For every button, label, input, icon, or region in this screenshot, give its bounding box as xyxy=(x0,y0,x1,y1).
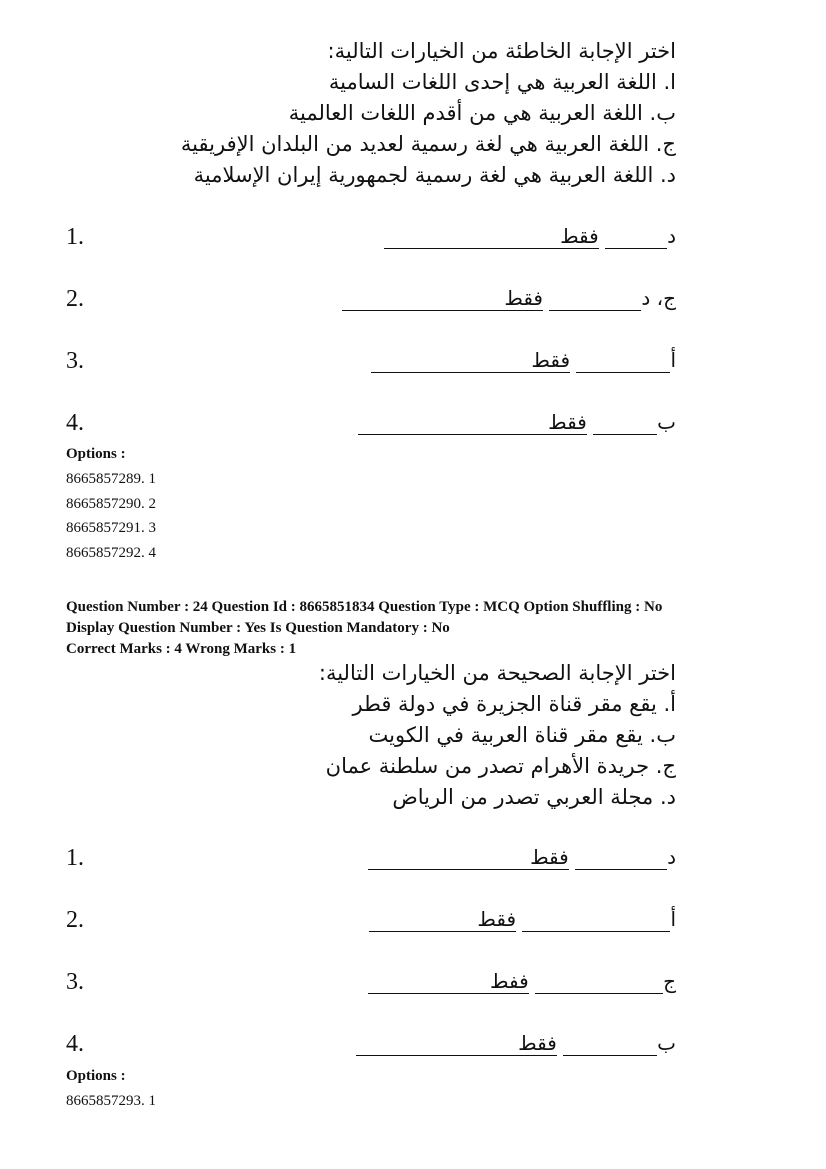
option-item: 8665857291. 3 xyxy=(66,520,156,536)
answer-text: ب فقط xyxy=(356,1031,676,1056)
q23-statement-1: ا. اللغة العربية هي إحدى اللغات السامية xyxy=(328,70,676,94)
q23-prompt: اختر الإجابة الخاطئة من الخيارات التالية: xyxy=(327,39,676,63)
q24-options xyxy=(66,1068,156,1114)
options-label: Options : xyxy=(66,446,126,462)
q24-statement-4: د. مجلة العربي تصدر من الرياض xyxy=(392,785,676,809)
question-meta-line-1: Question Number : 24 Question Id : 8665851834 Question Type : MCQ Option Shuffling : No xyxy=(66,599,663,615)
q23-statement-4: د. اللغة العربية هي لغة رسمية لجمهورية إيران الإسلامية xyxy=(193,163,676,187)
answer-text: ج ففط xyxy=(368,969,676,994)
option-item: 8665857290. 2 xyxy=(66,495,156,512)
answer-text: د فقط xyxy=(384,224,676,249)
q23-statement-block xyxy=(156,36,676,191)
q24-answer-row-3 xyxy=(0,969,826,1009)
answer-number: 4. xyxy=(66,1031,84,1057)
q23-answer-row-4 xyxy=(0,410,826,450)
q24-prompt: اختر الإجابة الصحيحة من الخيارات التالية: xyxy=(318,661,676,685)
q23-options xyxy=(66,446,156,565)
answer-number: 2. xyxy=(66,907,84,933)
answer-text: أ فقط xyxy=(371,348,676,373)
q24-statement-3: ج. جريدة الأهرام تصدر من سلطنة عمان xyxy=(325,754,676,778)
q24-meta xyxy=(66,597,662,660)
answer-number: 4. xyxy=(66,410,84,436)
answer-text: ب فقط xyxy=(358,410,676,435)
options-label: Options : xyxy=(66,1068,126,1084)
question-marks: Correct Marks : 4 Wrong Marks : 1 xyxy=(66,641,297,657)
answer-text: ج، د فقط xyxy=(342,286,676,311)
answer-number: 2. xyxy=(66,286,84,312)
option-item: 8665857289. 1 xyxy=(66,471,156,487)
answer-text: د فقط xyxy=(368,845,676,870)
q23-answer-row-3 xyxy=(0,348,826,388)
q23-statement-3: ج. اللغة العربية هي لغة رسمية لعديد من البلدان الإفريقية xyxy=(180,132,676,156)
answer-number: 3. xyxy=(66,348,84,374)
answer-number: 1. xyxy=(66,845,84,871)
q24-statement-1: أ. يقع مقر قناة الجزيرة في دولة قطر xyxy=(352,692,676,716)
option-item: 8665857292. 4 xyxy=(66,544,156,561)
q24-statement-block xyxy=(156,658,676,813)
q23-answer-row-2 xyxy=(0,286,826,326)
q23-answer-row-1 xyxy=(0,224,826,264)
q24-answer-row-4 xyxy=(0,1031,826,1071)
q24-statement-2: ب. يقع مقر قناة العربية في الكويت xyxy=(368,723,676,747)
answer-number: 3. xyxy=(66,969,84,995)
option-item: 8665857293. 1 xyxy=(66,1093,156,1109)
q24-answer-row-1 xyxy=(0,845,826,885)
question-meta-line-2: Display Question Number : Yes Is Question Mandatory : No xyxy=(66,620,450,636)
q23-statement-2: ب. اللغة العربية هي من أقدم اللغات العالمية xyxy=(288,101,676,125)
q24-answer-row-2 xyxy=(0,907,826,947)
answer-text: أ فقط xyxy=(369,907,676,932)
answer-number: 1. xyxy=(66,224,84,250)
